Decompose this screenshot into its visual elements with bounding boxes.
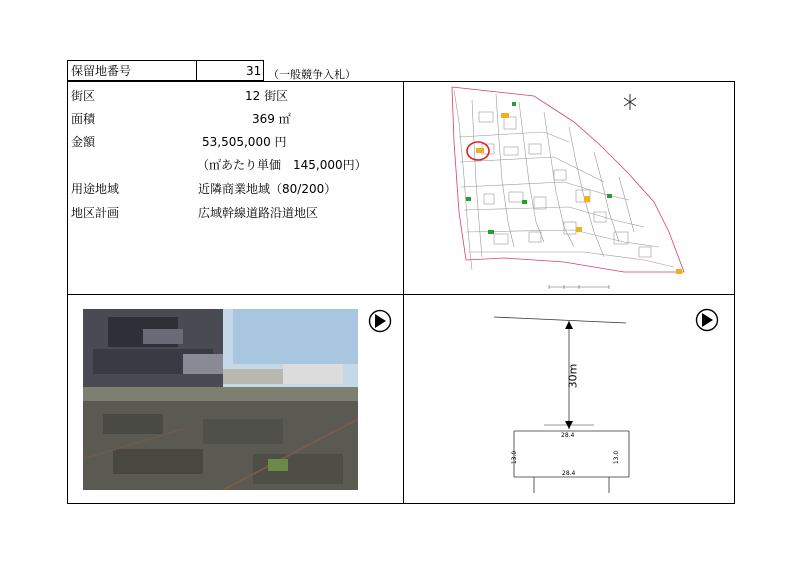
area-label: 面積: [71, 112, 96, 126]
price-label: 金額: [71, 135, 96, 149]
side-left-label: 13.0: [511, 450, 519, 465]
price-value: 53,505,000 円: [202, 135, 287, 149]
lot-number: 31: [246, 64, 262, 78]
zoning-label: 用途地域: [71, 182, 120, 196]
block-value: 12 街区: [245, 89, 289, 103]
north-arrow-icon: [624, 94, 636, 110]
district-value: 広域幹線道路沿道地区: [198, 206, 319, 220]
frontage-bottom-label: 28.4: [562, 470, 576, 477]
scale-bar: [549, 285, 609, 289]
side-right-label: 13.0: [613, 450, 621, 465]
zoning-value: 近隣商業地域（80/200）: [198, 182, 337, 196]
block-label: 街区: [71, 89, 96, 103]
frontage-top-label: 28.4: [561, 432, 575, 439]
north-arrow-icon: [368, 309, 392, 333]
north-arrow-icon: [695, 308, 719, 332]
depth-label: 30m: [566, 363, 580, 389]
bid-type: （一般競争入札）: [268, 68, 356, 81]
site-map: [404, 82, 734, 294]
area-value: 369 ㎡: [252, 112, 291, 126]
district-label: 地区計画: [71, 206, 120, 220]
district-boundary: [452, 87, 684, 272]
lot-label: 保留地番号: [71, 64, 132, 78]
site-photo: [83, 309, 358, 490]
unit-price-note: （㎡あたり単価 145,000円）: [197, 158, 367, 172]
